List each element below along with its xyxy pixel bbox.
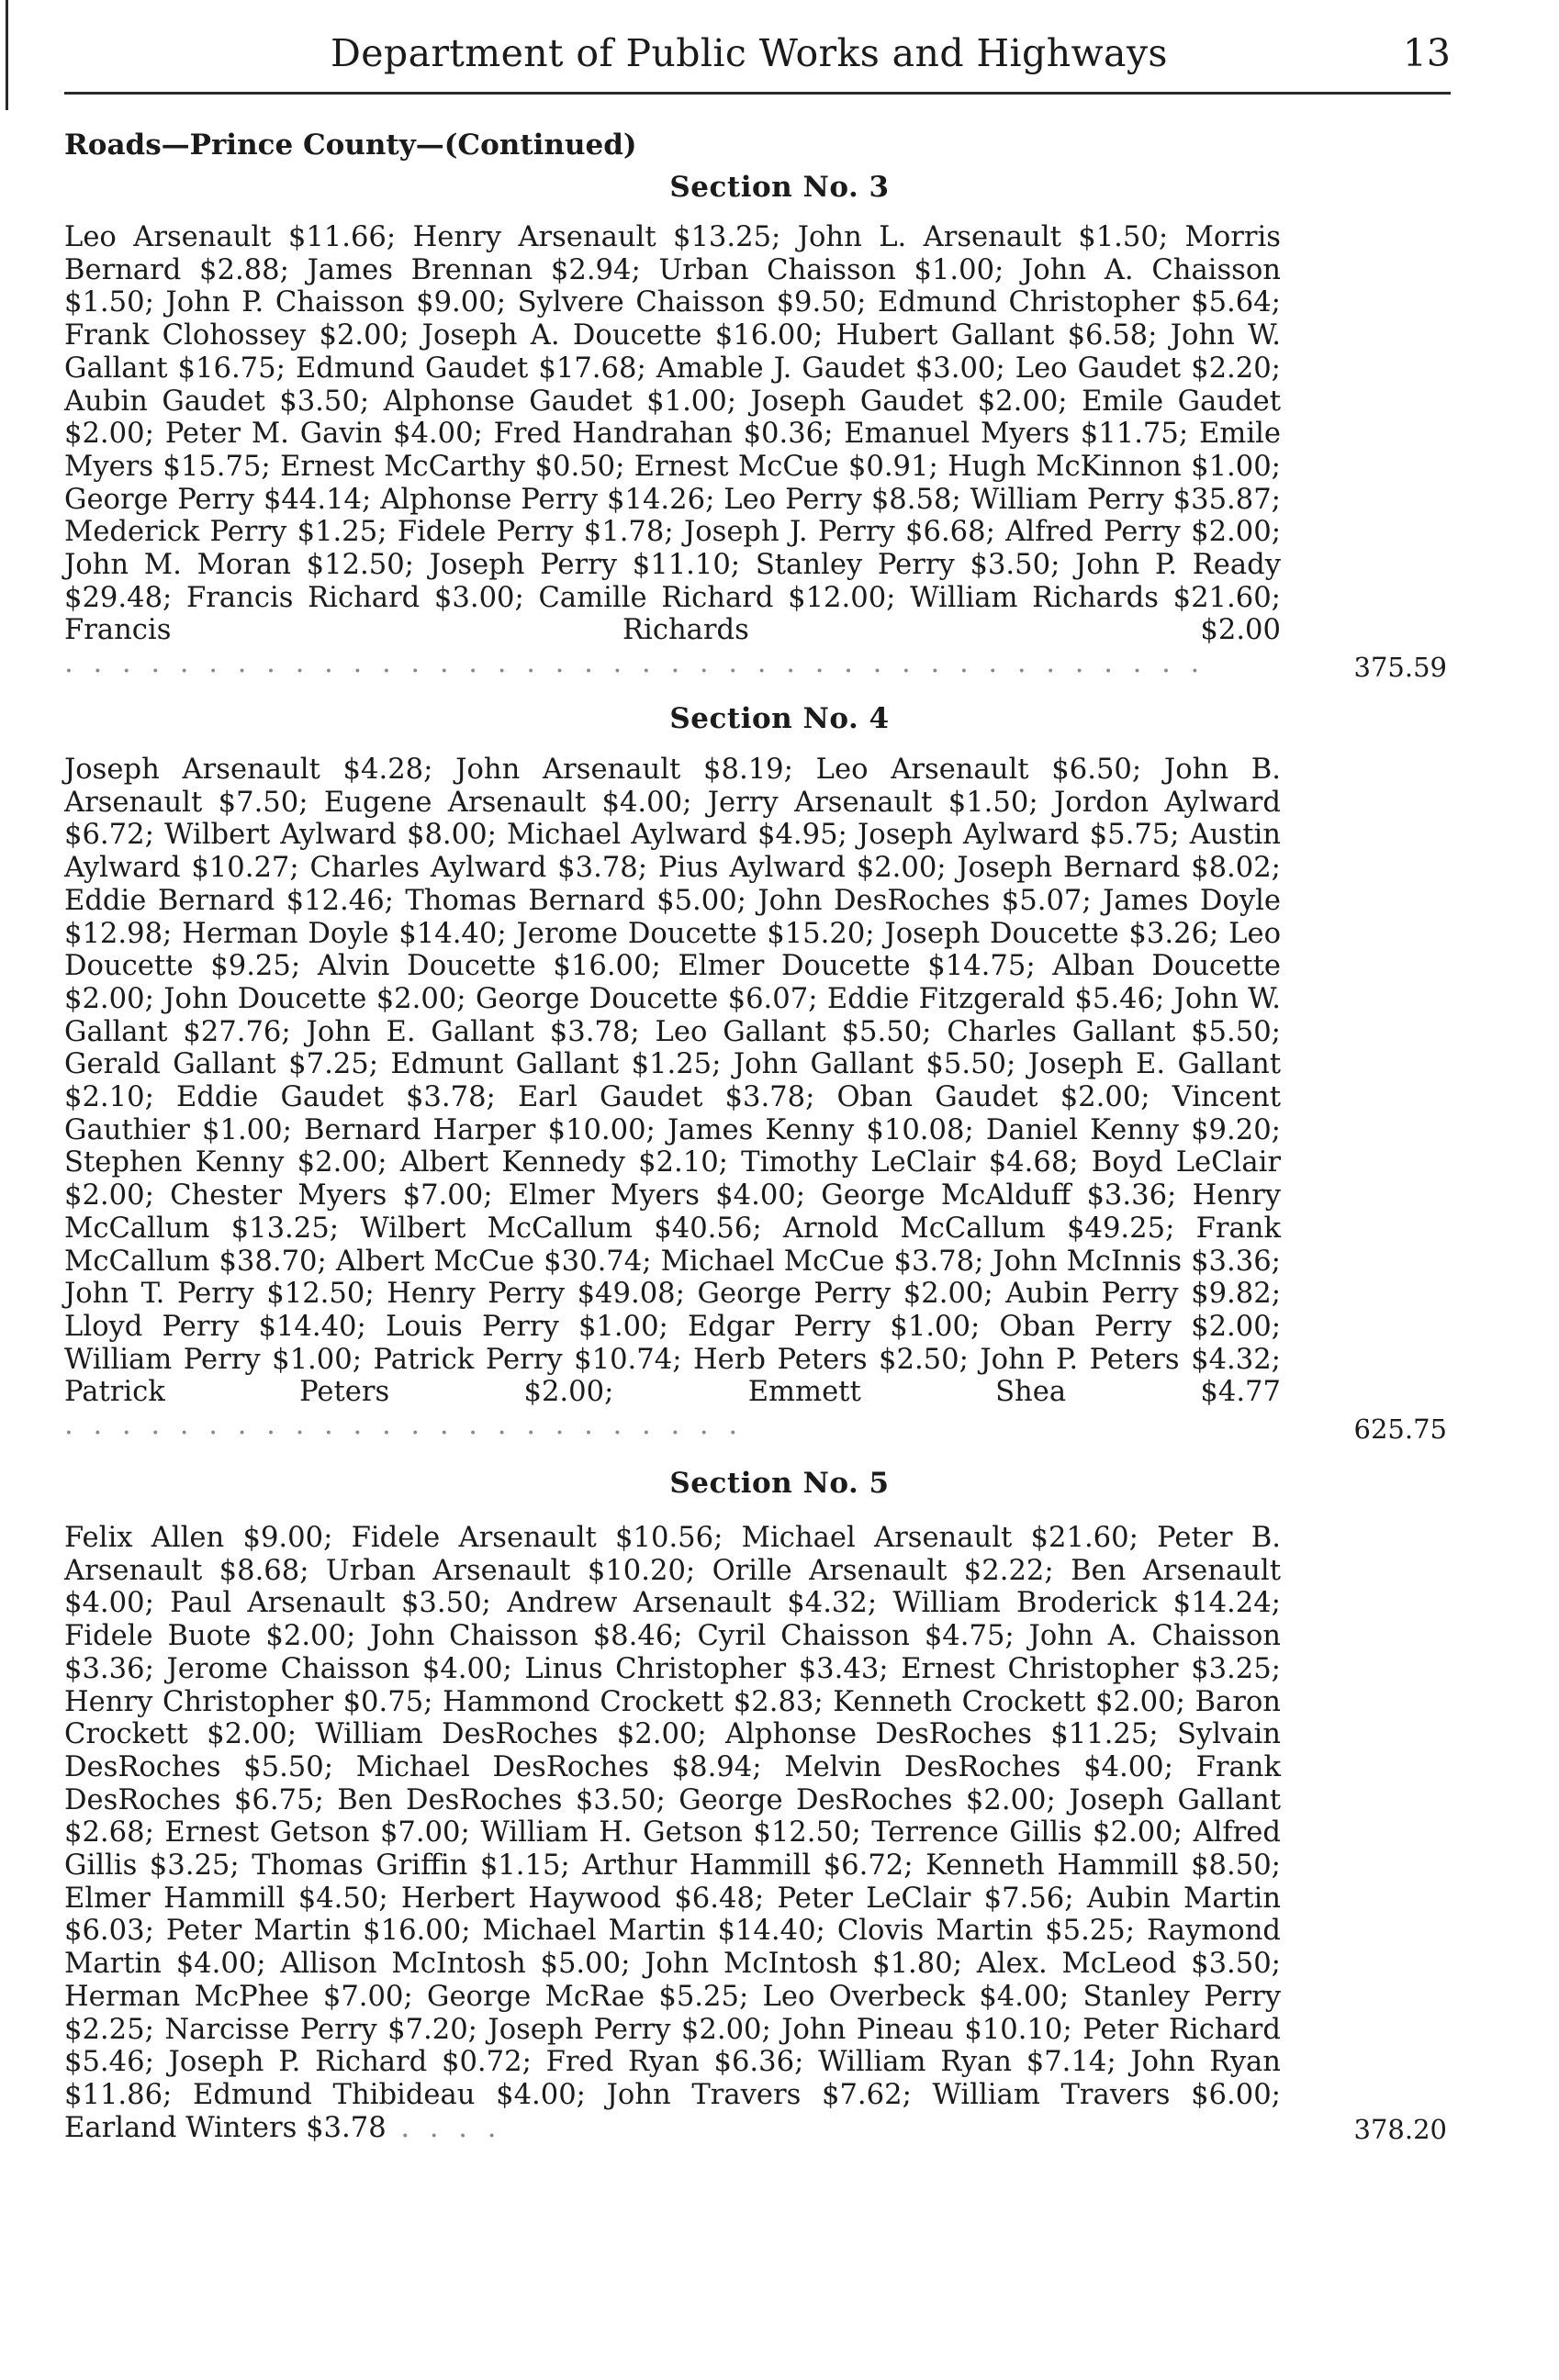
section-heading-5	[0, 1467, 1559, 1500]
running-head: Roads—Prince County—(Continued)	[64, 128, 637, 162]
section-heading-3	[0, 171, 1559, 204]
dot-leader: . . . . . . . . . . . . . . . . . . . . . . . .	[64, 1409, 744, 1442]
section-entries-4	[64, 754, 1281, 1442]
entries-text: Joseph Arsenault $4.28; John Arsenault $8.19; Leo Arsenault $6.50; John B. Arsenault $7.50; Eugene Arsenault $4.00; Jerry Arsenault $1.50; Jordon Aylward $6.72; Wilbert Aylward $8.00; Michael Aylward $4.95; Joseph Aylward $5.75; Austin Aylward $10.27; Charles Aylward $3.78; Pius Aylward $2.00; Joseph Bernard $8.02; Eddie Bernard $12.46; Thomas Bernard $5.00; John DesRoches $5.07; James Doyle $12.98; Herman Doyle $14.40; Jerome Doucette $15.20; Joseph Doucette $3.26; Leo Doucette $9.25; Alvin Doucette $16.00; Elmer Doucette $14.75; Alban Doucette $2.00; John Doucette $2.00; George Doucette $6.07; Eddie Fitzgerald $5.46; John W. Gallant $27.76; John E. Gallant $3.78; Leo Gallant $5.50; Charles Gallant $5.50; Gerald Gallant $7.25; Edmunt Gallant $1.25; John Gallant $5.50; Joseph E. Gallant $2.10; Eddie Gaudet $3.78; Earl Gaudet $3.78; Oban Gaudet $2.00; Vincent Gauthier $1.00; Bernard Harper $10.00; James Kenny $10.08; Daniel Kenny $9.20; Stephen Kenny $2.00; Albert Kennedy $2.10; Timothy LeClair $4.68; Boyd LeClair $2.00; Chester Myers $7.00; Elmer Myers $4.00; George McAlduff $3.36; Henry McCallum $13.25; Wilbert McCallum $40.56; Arnold McCallum $49.25; Frank McCallum $38.70; Albert McCue $30.74; Michael McCue $3.78; John McInnis $3.36; John T. Perry $12.50; Henry Perry $49.08; George Perry $2.00; Aubin Perry $9.82; Lloyd Perry $14.40; Louis Perry $1.00; Edgar Perry $1.00; Oban Perry $2.00; William Perry $1.00; Patrick Perry $10.74; Herb Peters $2.50; John P. Peters $4.32; Patrick Peters $2.00; Emmett Shea $4.77	[64, 754, 1281, 1409]
section-total-3: 375.59	[1353, 652, 1447, 683]
section-entries-5	[64, 1522, 1281, 2144]
section-heading-label: Section No. 4	[669, 702, 890, 735]
dot-leader: . . . . . . . . . . . . . . . . . . . . . . . . . . . . . . . . . . . . . . . .	[64, 647, 1206, 680]
section-entries-3	[64, 221, 1281, 680]
section-total-5: 378.20	[1353, 2114, 1447, 2145]
entries-text: Leo Arsenault $11.66; Henry Arsenault $13.25; John L. Arsenault $1.50; Morris Bernard $2.88; James Brennan $2.94; Urban Chaisson $1.00; John A. Chaisson $1.50; John P. Chaisson $9.00; Sylvere Chaisson $9.50; Edmund Christopher $5.64; Frank Clohossey $2.00; Joseph A. Doucette $16.00; Hubert Gallant $6.58; John W. Gallant $16.75; Edmund Gaudet $17.68; Amable J. Gaudet $3.00; Leo Gaudet $2.20; Aubin Gaudet $3.50; Alphonse Gaudet $1.00; Joseph Gaudet $2.00; Emile Gaudet $2.00; Peter M. Gavin $4.00; Fred Handrahan $0.36; Emanuel Myers $11.75; Emile Myers $15.75; Ernest McCarthy $0.50; Ernest McCue $0.91; Hugh McKinnon $1.00; George Perry $44.14; Alphonse Perry $14.26; Leo Perry $8.58; William Perry $35.87; Mederick Perry $1.25; Fidele Perry $1.78; Joseph J. Perry $6.68; Alfred Perry $2.00; John M. Moran $12.50; Joseph Perry $11.10; Stanley Perry $3.50; John P. Ready $29.48; Francis Richard $3.00; Camille Richard $12.00; William Richards $21.60; Francis Richards $2.00	[64, 221, 1281, 647]
section-heading-label: Section No. 3	[669, 171, 890, 204]
header-rule	[64, 92, 1451, 95]
page-title: Department of Public Works and Highways	[331, 31, 1168, 75]
section-total-4: 625.75	[1353, 1413, 1447, 1445]
dot-leader: . . . .	[386, 2111, 502, 2144]
scan-edge-mark	[6, 0, 8, 110]
page-header	[64, 31, 1451, 86]
section-heading-label: Section No. 5	[669, 1467, 890, 1500]
section-heading-4	[0, 702, 1559, 735]
entries-text: Felix Allen $9.00; Fidele Arsenault $10.56; Michael Arsenault $21.60; Peter B. Arsenault $8.68; Urban Arsenault $10.20; Orille Arsenault $2.22; Ben Arsenault $4.00; Paul Arsenault $3.50; Andrew Arsenault $4.32; William Broderick $14.24; Fidele Buote $2.00; John Chaisson $8.46; Cyril Chaisson $4.75; John A. Chaisson $3.36; Jerome Chaisson $4.00; Linus Christopher $3.43; Ernest Christopher $3.25; Henry Christopher $0.75; Hammond Crockett $2.83; Kenneth Crockett $2.00; Baron Crockett $2.00; William DesRoches $2.00; Alphonse DesRoches $11.25; Sylvain DesRoches $5.50; Michael DesRoches $8.94; Melvin DesRoches $4.00; Frank DesRoches $6.75; Ben DesRoches $3.50; George DesRoches $2.00; Joseph Gallant $2.68; Ernest Getson $7.00; William H. Getson $12.50; Terrence Gillis $2.00; Alfred Gillis $3.25; Thomas Griffin $1.15; Arthur Hammill $6.72; Kenneth Hammill $8.50; Elmer Hammill $4.50; Herbert Haywood $6.48; Peter LeClair $7.56; Aubin Martin $6.03; Peter Martin $16.00; Michael Martin $14.40; Clovis Martin $5.25; Raymond Martin $4.00; Allison McIntosh $5.00; John McIntosh $1.80; Alex. McLeod $3.50; Herman McPhee $7.00; George McRae $5.25; Leo Overbeck $4.00; Stanley Perry $2.25; Narcisse Perry $7.20; Joseph Perry $2.00; John Pineau $10.10; Peter Richard $5.46; Joseph P. Richard $0.72; Fred Ryan $6.36; William Ryan $7.14; John Ryan $11.86; Edmund Thibideau $4.00; John Travers $7.62; William Travers $6.00; Earland Winters $3.78	[64, 1522, 1281, 2144]
page-number: 13	[1402, 31, 1451, 75]
